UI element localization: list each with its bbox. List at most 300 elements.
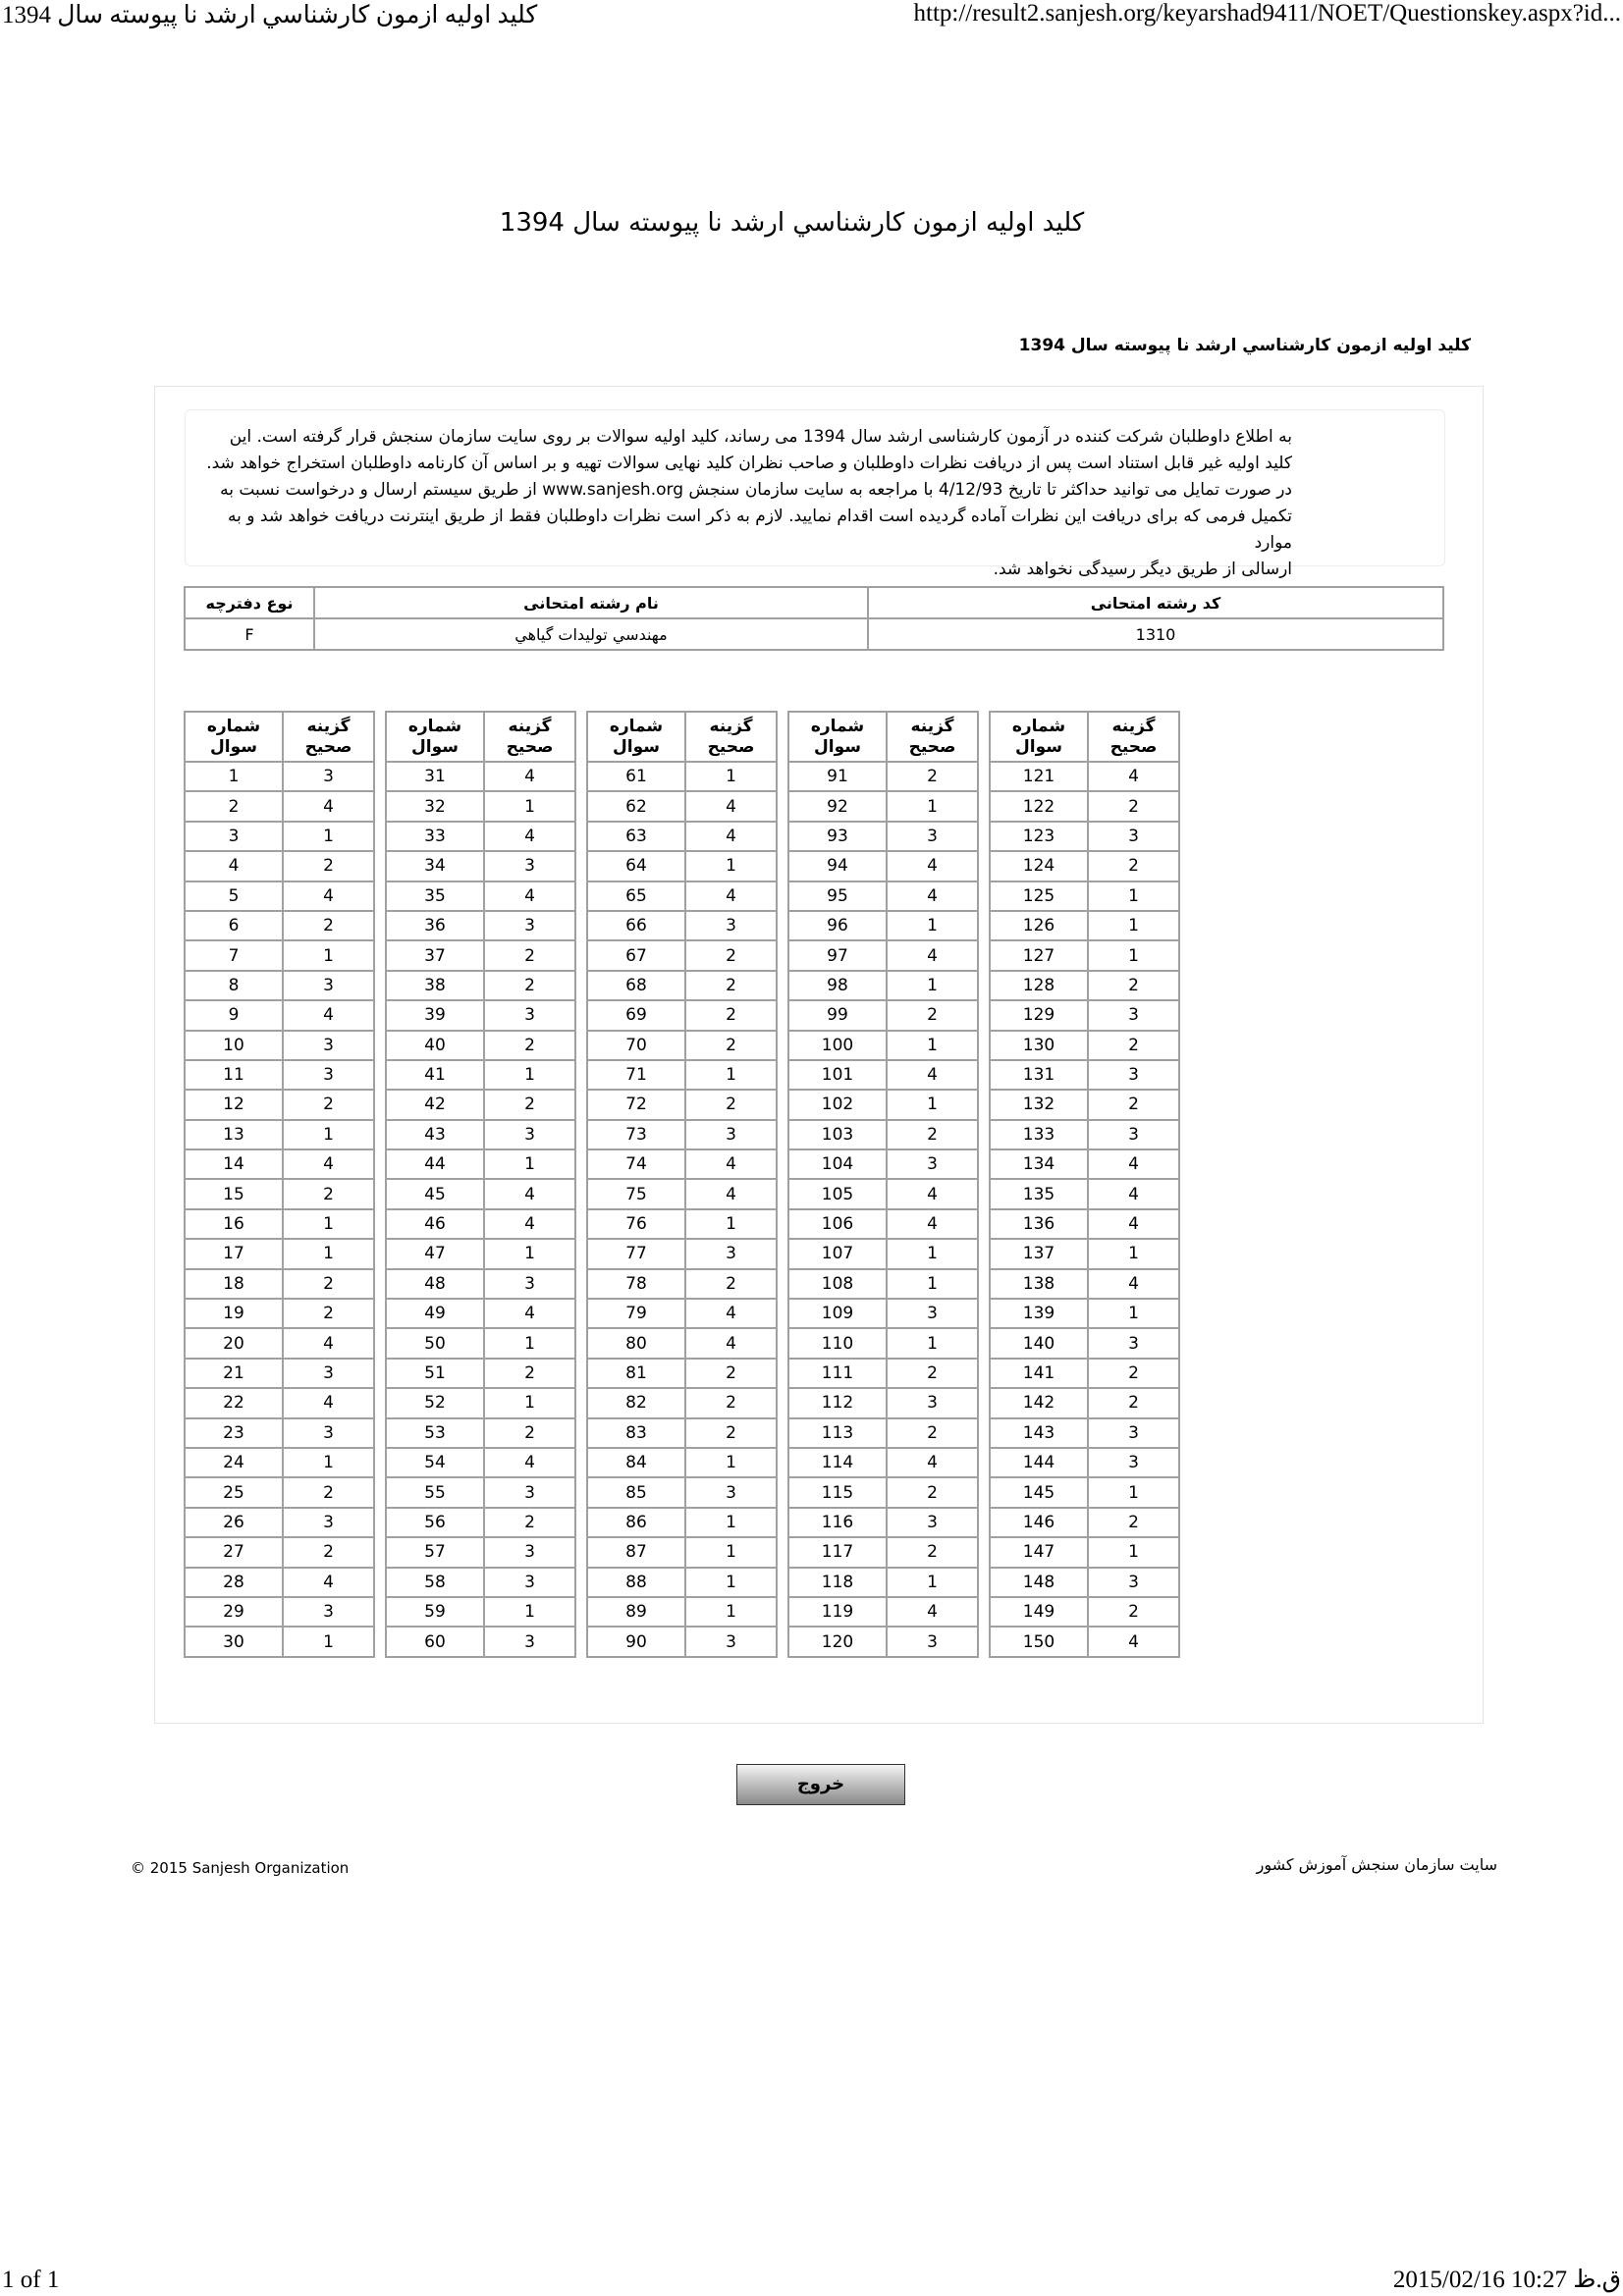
question-number: 11 xyxy=(185,1060,283,1090)
correct-option: 2 xyxy=(887,1000,978,1030)
table-row xyxy=(386,1209,575,1239)
table-row xyxy=(185,1149,374,1179)
question-number: 2 xyxy=(185,791,283,821)
question-number: 68 xyxy=(587,971,685,1000)
exam-info-row xyxy=(185,618,1443,650)
correct-option: 3 xyxy=(484,1568,575,1597)
correct-option: 2 xyxy=(484,1031,575,1060)
table-row xyxy=(587,881,777,911)
table-row xyxy=(788,1000,978,1030)
correct-option: 4 xyxy=(484,762,575,791)
table-row xyxy=(990,1328,1179,1358)
question-number: 62 xyxy=(587,791,685,821)
table-row xyxy=(788,1508,978,1537)
question-number: 24 xyxy=(185,1448,283,1477)
correct-option: 4 xyxy=(887,1179,978,1208)
table-row xyxy=(185,762,374,791)
table-row xyxy=(386,1031,575,1060)
question-number: 116 xyxy=(788,1508,887,1537)
question-number: 98 xyxy=(788,971,887,1000)
question-number: 47 xyxy=(386,1239,484,1268)
question-number: 108 xyxy=(788,1269,887,1299)
table-row xyxy=(185,1477,374,1507)
table-row xyxy=(185,1359,374,1388)
question-number: 27 xyxy=(185,1537,283,1567)
correct-option: 2 xyxy=(283,1477,374,1507)
question-number: 72 xyxy=(587,1090,685,1119)
correct-option: 3 xyxy=(283,762,374,791)
table-row xyxy=(185,1269,374,1299)
table-row xyxy=(185,1179,374,1208)
correct-option: 4 xyxy=(283,1328,374,1358)
table-row xyxy=(788,1209,978,1239)
table-row xyxy=(990,1388,1179,1417)
correct-option: 4 xyxy=(1088,1149,1179,1179)
header-correct-option: گزینه صحیح xyxy=(484,712,575,762)
table-row xyxy=(587,1448,777,1477)
correct-option: 4 xyxy=(484,822,575,851)
question-number: 82 xyxy=(587,1388,685,1417)
question-number: 86 xyxy=(587,1508,685,1537)
correct-option: 3 xyxy=(887,1149,978,1179)
correct-option: 3 xyxy=(887,1299,978,1328)
header-booklet-type: نوع دفترچه xyxy=(185,587,314,618)
correct-option: 2 xyxy=(887,1477,978,1507)
correct-option: 1 xyxy=(283,1239,374,1268)
correct-option: 2 xyxy=(1088,1090,1179,1119)
page-title xyxy=(0,208,1623,238)
question-number: 91 xyxy=(788,762,887,791)
question-number: 9 xyxy=(185,1000,283,1030)
question-number: 142 xyxy=(990,1388,1088,1417)
question-number: 101 xyxy=(788,1060,887,1090)
question-number: 123 xyxy=(990,822,1088,851)
copyright: © 2015 Sanjesh Organization xyxy=(131,1859,350,1877)
correct-option: 1 xyxy=(1088,1537,1179,1567)
correct-option: 3 xyxy=(1088,1418,1179,1448)
correct-option: 4 xyxy=(283,1568,374,1597)
table-row xyxy=(185,1060,374,1090)
question-number: 102 xyxy=(788,1090,887,1119)
correct-option: 4 xyxy=(484,1209,575,1239)
correct-option: 4 xyxy=(283,1388,374,1417)
question-number: 26 xyxy=(185,1508,283,1537)
table-row xyxy=(386,1418,575,1448)
question-number: 90 xyxy=(587,1627,685,1656)
question-number: 150 xyxy=(990,1627,1088,1656)
exam-info-header-row xyxy=(185,587,1443,618)
question-number: 56 xyxy=(386,1508,484,1537)
question-number: 48 xyxy=(386,1269,484,1299)
table-row xyxy=(587,1388,777,1417)
table-row xyxy=(587,1508,777,1537)
question-number: 134 xyxy=(990,1149,1088,1179)
question-number: 129 xyxy=(990,1000,1088,1030)
correct-option: 1 xyxy=(484,1597,575,1627)
table-row xyxy=(386,1060,575,1090)
table-row xyxy=(788,1568,978,1597)
correct-option: 3 xyxy=(484,1627,575,1656)
correct-option: 2 xyxy=(685,1090,777,1119)
table-row xyxy=(990,1090,1179,1119)
table-row xyxy=(386,911,575,940)
table-row xyxy=(386,1448,575,1477)
question-number: 146 xyxy=(990,1508,1088,1537)
question-number: 43 xyxy=(386,1120,484,1149)
correct-option: 2 xyxy=(685,1359,777,1388)
notice-line: ارسالی از طریق دیگر رسیدگی نخواهد شد. xyxy=(993,560,1292,579)
table-row xyxy=(788,1477,978,1507)
table-row xyxy=(185,1000,374,1030)
question-number: 135 xyxy=(990,1179,1088,1208)
correct-option: 1 xyxy=(283,1209,374,1239)
question-number: 38 xyxy=(386,971,484,1000)
answer-key-table xyxy=(787,711,979,1658)
table-row xyxy=(185,1418,374,1448)
correct-option: 4 xyxy=(685,1149,777,1179)
correct-option: 3 xyxy=(283,1060,374,1090)
question-number: 65 xyxy=(587,881,685,911)
table-row xyxy=(788,1359,978,1388)
correct-option: 4 xyxy=(685,881,777,911)
question-number: 10 xyxy=(185,1031,283,1060)
question-number: 39 xyxy=(386,1000,484,1030)
correct-option: 2 xyxy=(1088,1597,1179,1627)
print-header-url: http://result2.sanjesh.org/keyarshad9411/NOET/Questionskey.aspx?id... xyxy=(913,0,1621,27)
correct-option: 3 xyxy=(283,1508,374,1537)
question-number: 69 xyxy=(587,1000,685,1030)
table-row xyxy=(587,1537,777,1567)
correct-option: 4 xyxy=(887,1060,978,1090)
correct-option: 4 xyxy=(1088,1209,1179,1239)
question-number: 133 xyxy=(990,1120,1088,1149)
correct-option: 1 xyxy=(1088,1239,1179,1268)
table-row xyxy=(185,1328,374,1358)
correct-option: 2 xyxy=(887,1120,978,1149)
correct-option: 2 xyxy=(484,1090,575,1119)
question-number: 81 xyxy=(587,1359,685,1388)
table-row xyxy=(185,940,374,970)
table-row xyxy=(788,791,978,821)
question-number: 141 xyxy=(990,1359,1088,1388)
question-number: 149 xyxy=(990,1597,1088,1627)
table-row xyxy=(587,1149,777,1179)
question-number: 49 xyxy=(386,1299,484,1328)
question-number: 59 xyxy=(386,1597,484,1627)
question-number: 41 xyxy=(386,1060,484,1090)
question-number: 79 xyxy=(587,1299,685,1328)
table-row xyxy=(587,851,777,881)
table-row xyxy=(185,911,374,940)
correct-option: 3 xyxy=(484,1537,575,1567)
table-row xyxy=(990,822,1179,851)
correct-option: 1 xyxy=(484,1388,575,1417)
table-row xyxy=(990,1537,1179,1567)
correct-option: 1 xyxy=(685,1209,777,1239)
correct-option: 2 xyxy=(484,1418,575,1448)
question-number: 84 xyxy=(587,1448,685,1477)
question-number: 144 xyxy=(990,1448,1088,1477)
question-number: 121 xyxy=(990,762,1088,791)
exit-button[interactable]: خروج xyxy=(736,1764,905,1805)
correct-option: 1 xyxy=(283,822,374,851)
table-row xyxy=(587,1120,777,1149)
table-row xyxy=(386,851,575,881)
correct-option: 2 xyxy=(685,940,777,970)
correct-option: 3 xyxy=(283,1418,374,1448)
question-number: 44 xyxy=(386,1149,484,1179)
table-row xyxy=(788,1060,978,1090)
correct-option: 2 xyxy=(283,1090,374,1119)
question-number: 113 xyxy=(788,1418,887,1448)
correct-option: 4 xyxy=(283,1000,374,1030)
table-row xyxy=(788,762,978,791)
header-question-number: شماره سوال xyxy=(990,712,1088,762)
notice-line: به اطلاع داوطلبان شرکت کننده در آزمون کارشناسی ارشد سال 1394 می رساند، کلید اولیه سوالات بر روی سایت سازمان سنجش قرار گرفته است. این xyxy=(229,427,1292,447)
header-correct-option: گزینه صحیح xyxy=(685,712,777,762)
question-number: 126 xyxy=(990,911,1088,940)
correct-option: 1 xyxy=(887,971,978,1000)
question-number: 93 xyxy=(788,822,887,851)
notice-line: کلید اولیه غیر قابل استناد است پس از دریافت نظرات داوطلبان و صاحب نظران کلید نهایی سوالات تهیه و بر اساس آن کارنامه داوطلبان استخراج خواهد شد. xyxy=(206,454,1292,473)
print-header-title: كليد اوليه ازمون كارشناسي ارشد نا پيوسته سال 1394 xyxy=(2,2,538,28)
table-row xyxy=(990,1508,1179,1537)
question-number: 22 xyxy=(185,1388,283,1417)
question-number: 29 xyxy=(185,1597,283,1627)
correct-option: 2 xyxy=(1088,971,1179,1000)
question-number: 25 xyxy=(185,1477,283,1507)
correct-option: 2 xyxy=(1088,1359,1179,1388)
answer-key-header-row xyxy=(386,712,575,762)
question-number: 120 xyxy=(788,1627,887,1656)
correct-option: 3 xyxy=(1088,1120,1179,1149)
question-number: 12 xyxy=(185,1090,283,1119)
correct-option: 1 xyxy=(685,1597,777,1627)
question-number: 106 xyxy=(788,1209,887,1239)
table-row xyxy=(587,791,777,821)
table-row xyxy=(990,940,1179,970)
answer-key-tables xyxy=(184,711,1180,1658)
question-number: 77 xyxy=(587,1239,685,1268)
table-row xyxy=(386,1627,575,1656)
table-row xyxy=(788,1179,978,1208)
correct-option: 2 xyxy=(887,1537,978,1567)
table-row xyxy=(386,1090,575,1119)
question-number: 124 xyxy=(990,851,1088,881)
correct-option: 1 xyxy=(484,1328,575,1358)
correct-option: 4 xyxy=(685,791,777,821)
correct-option: 1 xyxy=(283,1627,374,1656)
correct-option: 1 xyxy=(685,851,777,881)
table-row xyxy=(788,940,978,970)
question-number: 88 xyxy=(587,1568,685,1597)
question-number: 66 xyxy=(587,911,685,940)
question-number: 74 xyxy=(587,1149,685,1179)
question-number: 89 xyxy=(587,1597,685,1627)
question-number: 23 xyxy=(185,1418,283,1448)
correct-option: 2 xyxy=(484,971,575,1000)
header-correct-option: گزینه صحیح xyxy=(887,712,978,762)
question-number: 1 xyxy=(185,762,283,791)
question-number: 18 xyxy=(185,1269,283,1299)
question-number: 54 xyxy=(386,1448,484,1477)
table-row xyxy=(386,1597,575,1627)
correct-option: 3 xyxy=(685,1477,777,1507)
table-row xyxy=(788,1388,978,1417)
table-row xyxy=(788,1597,978,1627)
correct-option: 2 xyxy=(484,1359,575,1388)
question-number: 99 xyxy=(788,1000,887,1030)
table-row xyxy=(185,1209,374,1239)
correct-option: 4 xyxy=(484,1179,575,1208)
header-correct-option: گزینه صحیح xyxy=(1088,712,1179,762)
correct-option: 3 xyxy=(887,822,978,851)
table-row xyxy=(185,1239,374,1268)
table-row xyxy=(386,1299,575,1328)
correct-option: 3 xyxy=(484,1120,575,1149)
correct-option: 2 xyxy=(887,1418,978,1448)
question-number: 92 xyxy=(788,791,887,821)
question-number: 30 xyxy=(185,1627,283,1656)
table-row xyxy=(587,1060,777,1090)
header-exam-code: كد رشته امتحانی xyxy=(868,587,1443,618)
correct-option: 2 xyxy=(685,1031,777,1060)
question-number: 53 xyxy=(386,1418,484,1448)
correct-option: 4 xyxy=(685,1299,777,1328)
table-row xyxy=(386,1388,575,1417)
correct-option: 3 xyxy=(685,1627,777,1656)
table-row xyxy=(990,1209,1179,1239)
question-number: 118 xyxy=(788,1568,887,1597)
correct-option: 4 xyxy=(1088,1269,1179,1299)
table-row xyxy=(990,1627,1179,1656)
question-number: 16 xyxy=(185,1209,283,1239)
correct-option: 3 xyxy=(484,911,575,940)
correct-option: 1 xyxy=(283,940,374,970)
correct-option: 4 xyxy=(887,1448,978,1477)
question-number: 95 xyxy=(788,881,887,911)
correct-option: 4 xyxy=(887,940,978,970)
table-row xyxy=(587,1418,777,1448)
table-row xyxy=(990,1120,1179,1149)
table-row xyxy=(990,1418,1179,1448)
question-number: 104 xyxy=(788,1149,887,1179)
table-row xyxy=(788,1120,978,1149)
correct-option: 2 xyxy=(685,1418,777,1448)
correct-option: 1 xyxy=(484,1149,575,1179)
table-row xyxy=(788,1149,978,1179)
question-number: 94 xyxy=(788,851,887,881)
correct-option: 1 xyxy=(1088,1299,1179,1328)
table-row xyxy=(788,822,978,851)
table-row xyxy=(386,1120,575,1149)
table-row xyxy=(990,1239,1179,1268)
table-row xyxy=(788,1418,978,1448)
table-row xyxy=(788,881,978,911)
correct-option: 2 xyxy=(484,940,575,970)
table-row xyxy=(788,851,978,881)
correct-option: 1 xyxy=(484,1239,575,1268)
correct-option: 1 xyxy=(685,1508,777,1537)
correct-option: 1 xyxy=(484,791,575,821)
question-number: 145 xyxy=(990,1477,1088,1507)
correct-option: 3 xyxy=(1088,1448,1179,1477)
answer-key-header-row xyxy=(990,712,1179,762)
table-row xyxy=(587,1269,777,1299)
correct-option: 2 xyxy=(887,762,978,791)
correct-option: 1 xyxy=(1088,940,1179,970)
question-number: 97 xyxy=(788,940,887,970)
correct-option: 2 xyxy=(484,1508,575,1537)
answer-key-table xyxy=(586,711,778,1658)
table-row xyxy=(990,911,1179,940)
correct-option: 1 xyxy=(685,1568,777,1597)
correct-option: 4 xyxy=(887,1209,978,1239)
section-subtitle: كليد اوليه ازمون كارشناسي ارشد نا پيوسته سال 1394 xyxy=(1018,336,1471,355)
table-row xyxy=(788,1239,978,1268)
question-number: 60 xyxy=(386,1627,484,1656)
header-question-number: شماره سوال xyxy=(185,712,283,762)
correct-option: 3 xyxy=(484,851,575,881)
table-row xyxy=(788,1031,978,1060)
question-number: 6 xyxy=(185,911,283,940)
correct-option: 2 xyxy=(1088,1031,1179,1060)
correct-option: 2 xyxy=(1088,1508,1179,1537)
question-number: 105 xyxy=(788,1179,887,1208)
question-number: 75 xyxy=(587,1179,685,1208)
answer-key-header-row xyxy=(185,712,374,762)
correct-option: 4 xyxy=(1088,1179,1179,1208)
question-number: 7 xyxy=(185,940,283,970)
answer-key-header-row xyxy=(788,712,978,762)
header-question-number: شماره سوال xyxy=(788,712,887,762)
question-number: 80 xyxy=(587,1328,685,1358)
correct-option: 3 xyxy=(685,1239,777,1268)
question-number: 8 xyxy=(185,971,283,1000)
table-row xyxy=(386,1000,575,1030)
question-number: 61 xyxy=(587,762,685,791)
correct-option: 1 xyxy=(685,762,777,791)
correct-option: 3 xyxy=(484,1000,575,1030)
table-row xyxy=(185,971,374,1000)
table-row xyxy=(185,1508,374,1537)
table-row xyxy=(386,1179,575,1208)
page-title-text: كليد اوليه ازمون كارشناسي ارشد نا پيوسته سال 1394 xyxy=(499,208,1085,238)
answer-key-table xyxy=(989,711,1180,1658)
question-number: 32 xyxy=(386,791,484,821)
header-question-number: شماره سوال xyxy=(587,712,685,762)
table-row xyxy=(587,1299,777,1328)
table-row xyxy=(990,1477,1179,1507)
question-number: 111 xyxy=(788,1359,887,1388)
site-name-link[interactable]: سایت سازمان سنجش آموزش کشور xyxy=(1256,1855,1497,1874)
correct-option: 1 xyxy=(1088,881,1179,911)
correct-option: 4 xyxy=(887,881,978,911)
table-row xyxy=(587,1627,777,1656)
correct-option: 1 xyxy=(1088,1477,1179,1507)
question-number: 40 xyxy=(386,1031,484,1060)
table-row xyxy=(587,1209,777,1239)
question-number: 50 xyxy=(386,1328,484,1358)
correct-option: 3 xyxy=(1088,1060,1179,1090)
header-exam-name: نام رشته امتحانی xyxy=(314,587,868,618)
question-number: 71 xyxy=(587,1060,685,1090)
correct-option: 1 xyxy=(685,1537,777,1567)
correct-option: 1 xyxy=(887,791,978,821)
question-number: 137 xyxy=(990,1239,1088,1268)
question-number: 33 xyxy=(386,822,484,851)
question-number: 110 xyxy=(788,1328,887,1358)
